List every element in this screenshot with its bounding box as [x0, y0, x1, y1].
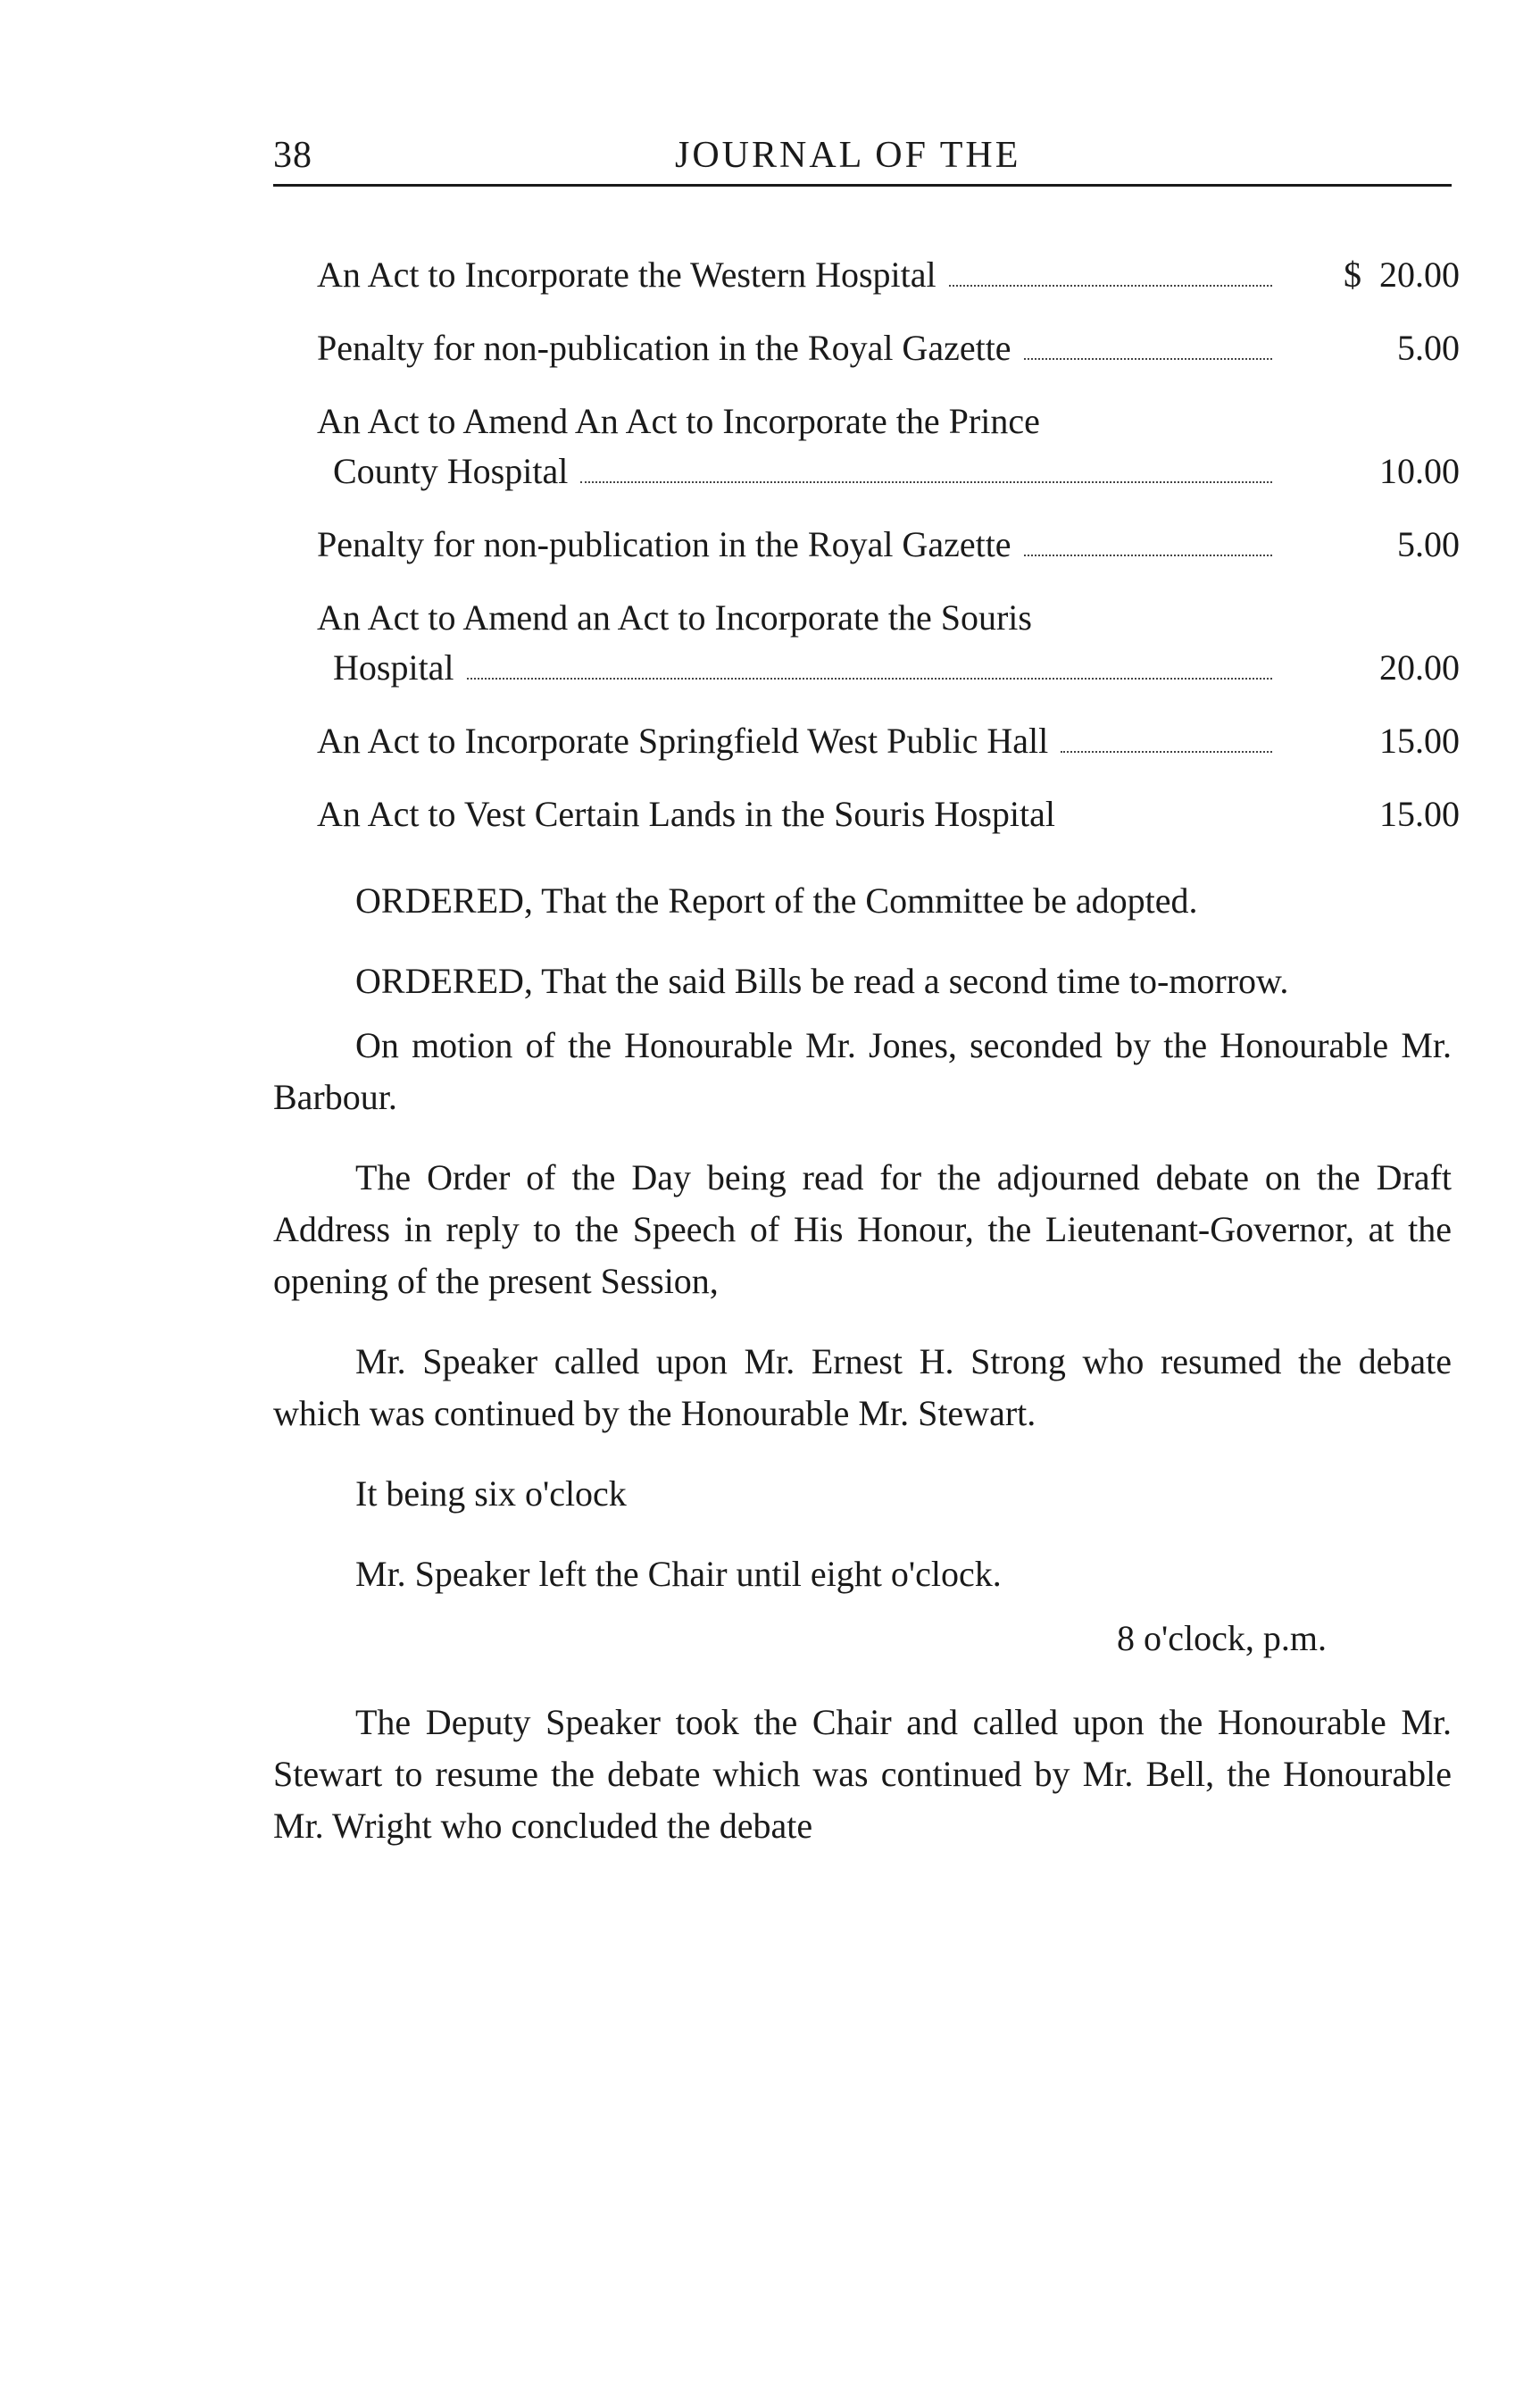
currency-symbol: $ [1344, 254, 1361, 295]
six-oclock-paragraph: It being six o'clock [355, 1473, 627, 1514]
order-of-day-paragraph: The Order of the Day being read for the adjourned debate on the Draft Address in reply to the Speech of His Honour, the Lieutenant-Governor, at the opening of the present Session, [273, 1157, 1452, 1301]
bill-title-line [317, 789, 1281, 839]
bill-title-line [317, 643, 1281, 693]
running-title: JOURNAL OF THE [675, 135, 1021, 176]
page-number: 38 [273, 135, 312, 176]
page-header [273, 134, 1452, 184]
bill-fee [1290, 446, 1460, 496]
bill-title-continued: Hospital [333, 647, 454, 688]
bill-title: An Act to Amend an Act to Incorporate the Souris [317, 597, 1032, 638]
bills-fee-list [317, 250, 1460, 863]
ordered-report-adopted: ORDERED, That the Report of the Committee be adopted. [355, 880, 1198, 921]
bill-fee [1290, 250, 1460, 300]
bill-fee [1290, 643, 1460, 693]
bill-title: Penalty for non-publication in the Royal Gazette [317, 328, 1011, 368]
bill-title: An Act to Incorporate Springfield West Public Hall [317, 721, 1049, 761]
bill-entry [317, 789, 1460, 839]
bill-title-line [317, 446, 1281, 496]
bill-title-line [317, 716, 1281, 766]
fee-amount: 15.00 [1379, 794, 1460, 834]
time-mark: 8 o'clock, p.m. [1117, 1618, 1327, 1658]
bill-fee [1290, 716, 1460, 766]
ordered-second-reading: ORDERED, That the said Bills be read a second time to-morrow. [355, 961, 1289, 1001]
bill-title: Penalty for non-publication in the Royal Gazette [317, 524, 1011, 564]
dot-leader [1061, 751, 1272, 753]
bill-fee [1290, 520, 1460, 570]
fee-amount: 20.00 [1379, 647, 1460, 688]
bill-entry [317, 396, 1460, 496]
bill-fee [1290, 789, 1460, 839]
fee-amount: 20.00 [1379, 254, 1460, 295]
dot-leader [949, 285, 1272, 287]
dot-leader [467, 678, 1272, 680]
bill-entry [317, 323, 1460, 373]
dot-leader [1024, 358, 1272, 360]
bill-entry [317, 716, 1460, 766]
bill-title-continued: County Hospital [333, 451, 569, 491]
dot-leader [1024, 555, 1272, 556]
bill-title: An Act to Amend An Act to Incorporate the Prince [317, 401, 1040, 441]
dot-leader [580, 481, 1272, 483]
bill-title-line [317, 520, 1281, 570]
fee-amount: 10.00 [1379, 451, 1460, 491]
fee-amount: 5.00 [1397, 524, 1460, 564]
header-rule [273, 184, 1452, 187]
left-chair-paragraph: Mr. Speaker left the Chair until eight o'clock. [355, 1554, 1002, 1594]
bill-title-line [317, 323, 1281, 373]
motion-paragraph: On motion of the Honourable Mr. Jones, seconded by the Honourable Mr. Barbour. [273, 1025, 1452, 1117]
journal-body [273, 875, 1452, 1881]
bill-fee [1290, 323, 1460, 373]
bill-title-line [317, 250, 1281, 300]
speaker-called-paragraph: Mr. Speaker called upon Mr. Ernest H. Strong who resumed the debate which was continued by the Honourable Mr. Stewart. [273, 1341, 1452, 1433]
bill-entry [317, 593, 1460, 693]
fee-amount: 5.00 [1397, 328, 1460, 368]
bill-entry [317, 250, 1460, 300]
fee-amount: 15.00 [1379, 721, 1460, 761]
bill-entry [317, 520, 1460, 570]
bill-title: An Act to Incorporate the Western Hospital [317, 254, 936, 295]
bill-title: An Act to Vest Certain Lands in the Souris Hospital [317, 794, 1055, 834]
deputy-speaker-paragraph: The Deputy Speaker took the Chair and called upon the Honourable Mr. Stewart to resume the debate which was continued by Mr. Bell, the Honourable Mr. Wright who concluded the debate [273, 1702, 1452, 1846]
